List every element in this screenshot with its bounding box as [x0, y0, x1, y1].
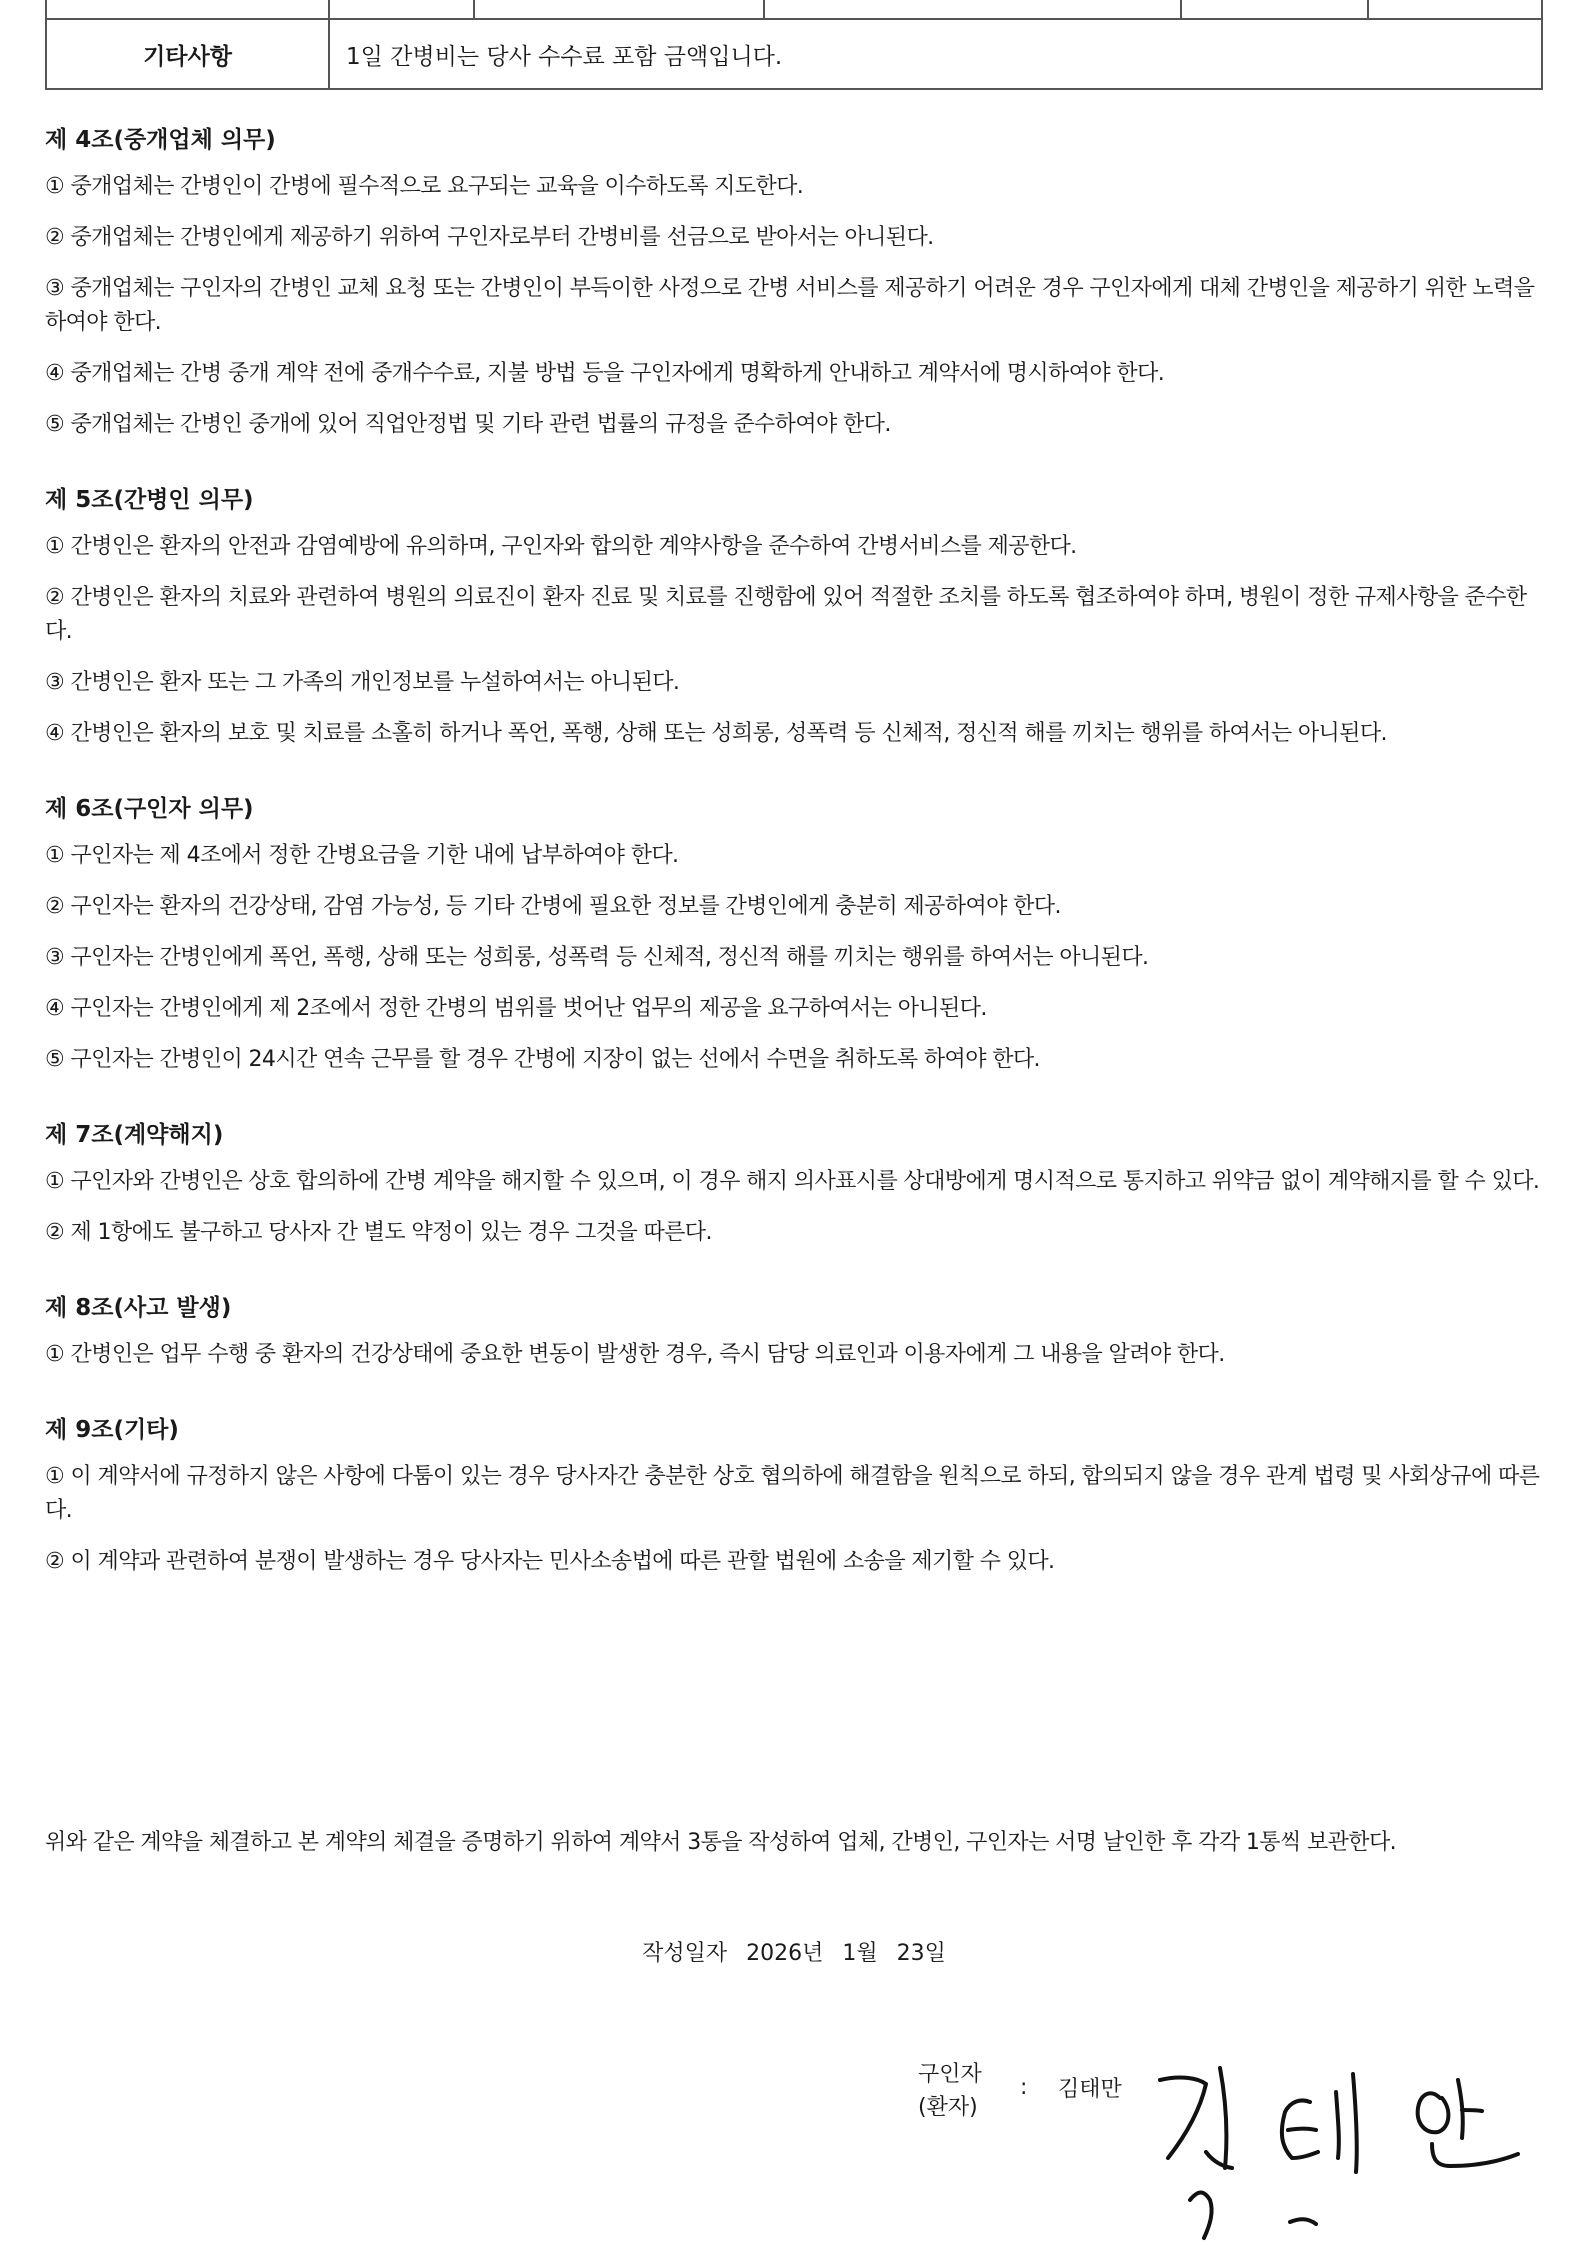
article-clause: ① 구인자는 제 4조에서 정한 간병요금을 기한 내에 납부하여야 한다.: [45, 843, 679, 868]
table-row: [46, 19, 1542, 89]
article-clause: ③ 중개업체는 구인자의 간병인 교체 요청 또는 간병인이 부득이한 사정으로 간병 서비스를 제공하기 어려운 경우 구인자에게 대체 간병인을 제공하기 위한 노력을 하여야 한다.: [45, 276, 1535, 335]
article-clause: ① 이 계약서에 규정하지 않은 사항에 다툼이 있는 경우 당사자간 충분한 상호 협의하에 해결함을 원칙으로 하되, 합의되지 않을 경우 관계 법령 및 사회상규에 따른다.: [45, 1464, 1540, 1523]
article-clause: ④ 간병인은 환자의 보호 및 치료를 소홀히 하거나 폭언, 폭행, 상해 또는 성희롱, 성폭력 등 신체적, 정신적 해를 끼치는 행위를 하여서는 아니된다.: [45, 721, 1387, 746]
article-title: 제 6조(구인자 의무): [45, 796, 254, 822]
article-clause: ② 구인자는 환자의 건강상태, 감염 가능성, 등 기타 간병에 필요한 정보를 간병인에게 충분히 제공하여야 한다.: [45, 894, 1061, 919]
article-title: 제 8조(사고 발생): [45, 1295, 232, 1321]
article-9: [45, 1412, 1545, 1579]
handwritten-signature: [1140, 2040, 1560, 2245]
signer-name: 김태만: [1058, 2077, 1122, 2102]
etc-value: 1일 간병비는 당사 수수료 포함 금액입니다.: [329, 19, 1542, 89]
article-clause: ② 이 계약과 관련하여 분쟁이 발생하는 경우 당사자는 민사소송법에 따른 관할 법원에 소송을 제기할 수 있다.: [45, 1549, 1055, 1574]
article-clause: ② 간병인은 환자의 치료와 관련하여 병원의 의료진이 환자 진료 및 치료를 진행함에 있어 적절한 조치를 하도록 협조하여야 하며, 병원이 정한 규제사항을 준수한다.: [45, 585, 1527, 644]
article-clause: ④ 중개업체는 간병 중개 계약 전에 중개수수료, 지불 방법 등을 구인자에게 명확하게 안내하고 계약서에 명시하여야 한다.: [45, 361, 1165, 386]
article-title: 제 4조(중개업체 의무): [45, 127, 276, 153]
article-clause: ⑤ 구인자는 간병인이 24시간 연속 근무를 할 경우 간병에 지장이 없는 선에서 수면을 취하도록 하여야 한다.: [45, 1047, 1040, 1072]
article-clause: ② 제 1항에도 불구하고 당사자 간 별도 약정이 있는 경우 그것을 따른다.: [45, 1220, 712, 1245]
signer-colon: :: [1020, 2075, 1028, 2100]
article-clause: ① 구인자와 간병인은 상호 합의하에 간병 계약을 해지할 수 있으며, 이 경우 해지 의사표시를 상대방에게 명시적으로 통지하고 위약금 없이 계약해지를 할 수 있다.: [45, 1169, 1540, 1194]
article-7: [45, 1117, 1545, 1250]
table-row: [46, 0, 1542, 19]
article-clause: ① 간병인은 환자의 안전과 감염예방에 유의하며, 구인자와 합의한 계약사항을 준수하여 간병서비스를 제공한다.: [45, 534, 1077, 559]
closing-statement: 위와 같은 계약을 체결하고 본 계약의 체결을 증명하기 위하여 계약서 3통을 작성하여 업체, 간병인, 구인자는 서명 날인한 후 각각 1통씩 보관한다.: [45, 1830, 1397, 1855]
date-year: 2026년: [746, 1941, 824, 1966]
etc-label: 기타사항: [46, 19, 329, 89]
article-6: [45, 791, 1545, 1077]
article-title: 제 9조(기타): [45, 1417, 179, 1443]
article-clause: ④ 구인자는 간병인에게 제 2조에서 정한 간병의 범위를 벗어난 업무의 제공을 요구하여서는 아니된다.: [45, 996, 987, 1021]
contract-info-table: [45, 0, 1543, 90]
date-month: 1월: [842, 1941, 878, 1966]
article-5: [45, 482, 1545, 751]
article-4: [45, 122, 1545, 442]
article-clause: ① 중개업체는 간병인이 간병에 필수적으로 요구되는 교육을 이수하도록 지도한다.: [45, 174, 804, 199]
article-title: 제 5조(간병인 의무): [45, 487, 254, 513]
article-clause: ③ 간병인은 환자 또는 그 가족의 개인정보를 누설하여서는 아니된다.: [45, 670, 680, 695]
date-day: 23일: [896, 1941, 946, 1966]
date-label: 작성일자: [642, 1941, 728, 1966]
article-title: 제 7조(계약해지): [45, 1122, 224, 1148]
contract-articles: [45, 122, 1545, 1619]
date-line: [0, 1937, 1588, 1971]
article-clause: ⑤ 중개업체는 간병인 중개에 있어 직업안정법 및 기타 관련 법률의 규정을 준수하여야 한다.: [45, 412, 891, 437]
article-8: [45, 1290, 1545, 1372]
article-clause: ③ 구인자는 간병인에게 폭언, 폭행, 상해 또는 성희롱, 성폭력 등 신체적, 정신적 해를 끼치는 행위를 하여서는 아니된다.: [45, 945, 1149, 970]
article-clause: ① 간병인은 업무 수행 중 환자의 건강상태에 중요한 변동이 발생한 경우, 즉시 담당 의료인과 이용자에게 그 내용을 알려야 한다.: [45, 1342, 1225, 1367]
signer-role-label: 구인자: [918, 2062, 982, 2087]
signer-role-sub: (환자): [918, 2095, 978, 2120]
article-clause: ② 중개업체는 간병인에게 제공하기 위하여 구인자로부터 간병비를 선금으로 받아서는 아니된다.: [45, 225, 934, 250]
